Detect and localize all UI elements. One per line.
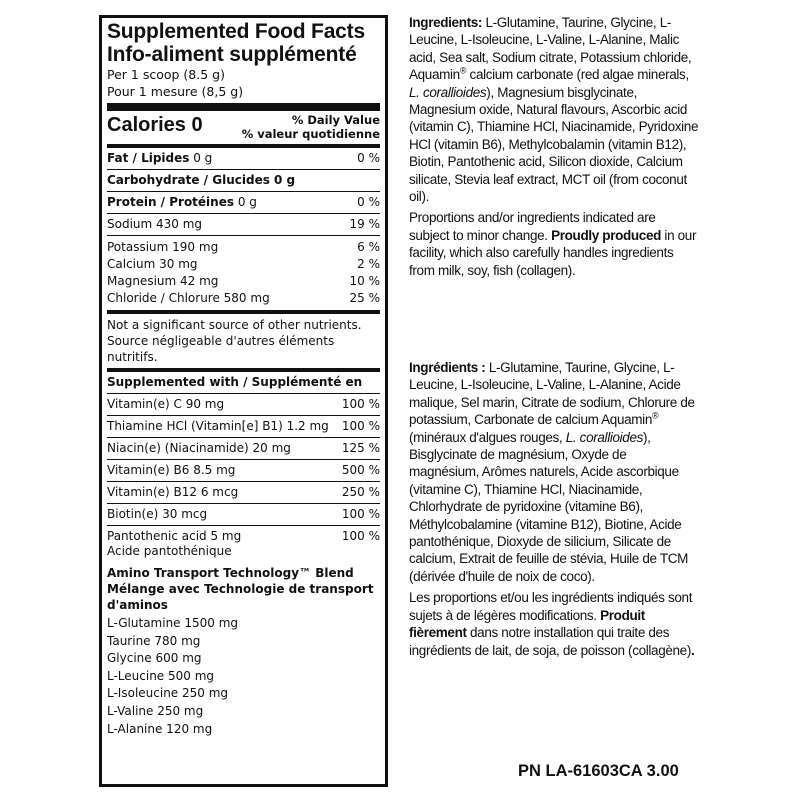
vitamin-row xyxy=(107,504,380,525)
ingredients-fr-block xyxy=(409,359,699,659)
notice-en-bold: Proudly produced xyxy=(551,227,662,243)
footnote xyxy=(107,314,380,368)
sodium-row xyxy=(107,214,380,235)
fat-amount: 0 g xyxy=(189,151,213,165)
blend-title xyxy=(107,562,380,613)
protein-amount: 0 g xyxy=(234,195,257,209)
notice-fr-text: Les proportions et/ou les ingrédients indiqués sont sujets à de légères modifications. xyxy=(409,590,693,623)
blend-item: Glycine 600 mg xyxy=(107,651,202,666)
notice-fr-end: . xyxy=(691,642,695,658)
footnote-en: Not a significant source of other nutrients. xyxy=(107,318,362,332)
vitamin-label: Vitamin(e) B6 8.5 mg xyxy=(107,463,236,477)
vitamin-pct: 100 % xyxy=(341,507,380,521)
daily-value-header xyxy=(242,113,380,141)
mineral-row xyxy=(107,256,380,273)
fat-label: Fat / Lipides xyxy=(107,151,190,165)
mineral-pct: 6 % xyxy=(357,240,380,254)
notice-en-text: in our facility, which also carefully handles ingredients xyxy=(409,227,697,261)
vitamin-pct: 500 % xyxy=(341,463,380,477)
vitamin-pct: 250 % xyxy=(341,485,380,499)
mineral-label: Calcium 30 mg xyxy=(107,257,198,271)
ingredients-en-label: Ingredients: xyxy=(409,15,483,30)
divider-thick xyxy=(107,103,380,111)
registered-mark: ® xyxy=(459,65,467,76)
blend-title-fr: Mélange avec Technologie de transport d'aminos xyxy=(107,582,374,612)
blend-item: L-Alanine 120 mg xyxy=(107,721,213,736)
panel-title-fr: Info-aliment supplémenté xyxy=(107,43,357,66)
pantothenic-label-en: Pantothenic acid 5 mg xyxy=(107,529,242,543)
ingredients-fr-text: L-Glutamine, Taurine, Glycine, L-Leucine, L-Isoleucine, L-Valine, L-Alanine, Acide malique, Sel marin, Citrate de sodium, Chlorure de potassium, Carbonate de calcium Aquamin xyxy=(409,360,695,428)
vitamin-row xyxy=(107,438,380,459)
supplemented-header: Supplemented with / Supplémenté en xyxy=(107,375,363,389)
notice-fr-text: dans notre installation qui traite des ingrédients de lait, de soja, de poisson (collagène) xyxy=(409,625,691,658)
vitamin-label: Thiamine HCl (Vitamin[e] B1) 1.2 mg xyxy=(107,419,329,433)
protein-pct: 0 % xyxy=(357,195,380,209)
mineral-row xyxy=(107,273,380,290)
nutrition-facts-panel xyxy=(99,15,388,787)
mineral-pct: 2 % xyxy=(357,257,380,271)
mineral-row xyxy=(107,239,380,256)
species-name: L. corallioides xyxy=(565,429,644,445)
blend-item: L-Isoleucine 250 mg xyxy=(107,686,229,701)
vitamin-pct: 100 % xyxy=(341,397,380,411)
vitamin-pct: 125 % xyxy=(341,441,380,455)
notice-en-text: Proportions and/or ingredients indicated are subject to minor change. xyxy=(409,210,656,243)
vitamin-label: Vitamin(e) C 90 mg xyxy=(107,397,225,411)
mineral-label: Potassium 190 mg xyxy=(107,240,219,254)
sodium-label: Sodium 430 mg xyxy=(107,217,203,231)
calories-row xyxy=(107,111,380,144)
vitamin-row xyxy=(107,416,380,437)
vitamin-label: Vitamin(e) B12 6 mcg xyxy=(107,485,239,499)
pantothenic-row xyxy=(107,526,380,562)
panel-title-en: Supplemented Food Facts xyxy=(107,20,365,43)
pantothenic-label-fr: Acide pantothénique xyxy=(107,544,232,558)
vitamin-label: Niacin(e) (Niacinamide) 20 mg xyxy=(107,441,291,455)
ingredients-en-text: calcium carbonate (red algae minerals, xyxy=(466,67,689,83)
vitamin-row xyxy=(107,460,380,481)
notice-fr-bold: Produit fièrement xyxy=(409,607,645,641)
registered-mark: ® xyxy=(652,410,659,421)
vitamin-pct: 100 % xyxy=(341,419,380,433)
mineral-label: Chloride / Chlorure 580 mg xyxy=(107,291,270,305)
blend-title-en: Amino Transport Technology™ Blend xyxy=(107,566,354,580)
sodium-pct: 19 % xyxy=(349,217,380,231)
protein-row xyxy=(107,192,380,213)
ingredients-en-text: L-Glutamine, Taurine, Glycine, L-Leucine, L-Isoleucine, L-Valine, L-Alanine, Malic acid, Sea salt, Sodium citrate, Potassium chloride, Aquamin xyxy=(409,15,692,83)
mineral-pct: 25 % xyxy=(349,291,380,305)
notice-en-text: from milk, soy, fish (collagen). xyxy=(409,262,576,278)
fat-pct: 0 % xyxy=(357,151,380,165)
ingredients-fr xyxy=(409,359,699,585)
serving-size-fr: Pour 1 mesure (8,5 g) xyxy=(107,84,244,99)
part-number: PN LA-61603CA 3.00 xyxy=(518,762,679,780)
serving-size-en: Per 1 scoop (8.5 g) xyxy=(107,67,225,82)
daily-value-en: % Daily Value xyxy=(291,113,380,127)
fat-row xyxy=(107,148,380,169)
mineral-pct: 10 % xyxy=(349,274,380,288)
blend-item: Taurine 780 mg xyxy=(107,633,201,648)
carb-row xyxy=(107,170,380,191)
protein-label: Protein / Protéines xyxy=(107,195,234,209)
vitamin-row xyxy=(107,394,380,415)
ingredients-en-text: ), Magnesium bisglycinate, Magnesium oxide, Natural flavours, Ascorbic acid (vitamin C), Thiamine HCl, Niacinamide, Pyridoxine HCl (vitamin B6), Methylcobalamin (vitamin B12), Biotin, Pantothenic acid, Silicon dioxide, Calcium silicate, Stevia leaf extract, MCT oil (from coconut oil). xyxy=(409,84,699,205)
ingredients-fr-label: Ingrédients : xyxy=(409,360,486,375)
blend-item: L-Valine 250 mg xyxy=(107,703,204,718)
carb-label: Carbohydrate / Glucides 0 g xyxy=(107,173,296,187)
calories-label: Calories 0 xyxy=(107,114,203,136)
vitamin-label: Biotin(e) 30 mcg xyxy=(107,507,208,521)
ingredients-en-block xyxy=(409,14,699,279)
mineral-row xyxy=(107,290,380,307)
blend-list xyxy=(107,613,380,738)
notice-fr xyxy=(409,589,699,659)
vitamin-row xyxy=(107,482,380,503)
blend-item: L-Glutamine 1500 mg xyxy=(107,616,239,630)
footnote-fr: Source négligeable d'autres éléments nutritifs. xyxy=(107,334,335,364)
notice-en xyxy=(409,209,699,279)
mineral-label: Magnesium 42 mg xyxy=(107,274,219,288)
species-name: L. corallioides xyxy=(409,84,487,100)
ingredients-fr-text: ), Bisglycinate de magnésium, Oxyde de magnésium, Arômes naturels, Acide ascorbique (vitamine C), Thiamine HCl, Niacinamide, Chlorhydrate de pyridoxine (vitamine B6), Méthylcobalamine (vitamine B12), Biotine, Acide pantothénique, Dioxyde de silicium, Silicate de calcium, Extrait de feuille de stévia, Huile de TCM (dérivée d'huile de noix de coco). xyxy=(409,429,689,584)
daily-value-fr: % valeur quotidienne xyxy=(241,127,380,141)
ingredients-fr-text: (minéraux d'algues rouges, xyxy=(409,429,566,445)
blend-item: L-Leucine 500 mg xyxy=(107,668,215,683)
pantothenic-pct: 100 % xyxy=(341,529,380,543)
minerals-group xyxy=(107,236,380,310)
ingredients-en xyxy=(409,14,699,205)
